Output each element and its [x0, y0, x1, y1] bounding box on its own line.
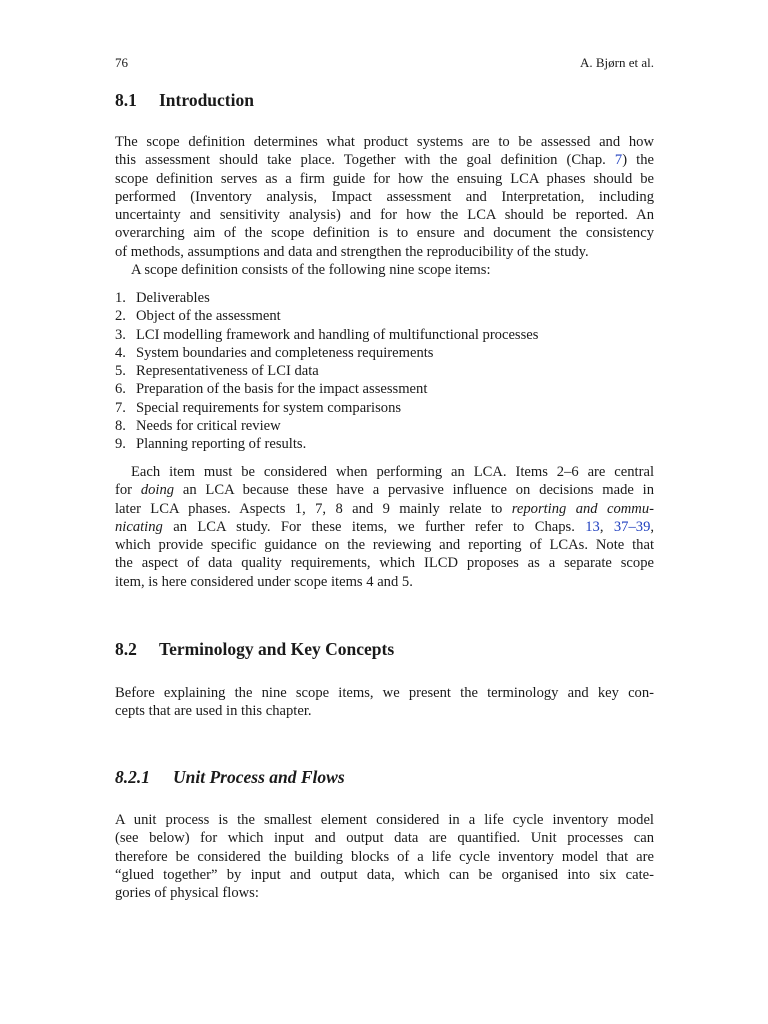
- text-line: of methods, assumptions and data and strengthen the reproducibility of the study.: [115, 243, 589, 260]
- items-discussion-paragraph: [115, 463, 654, 591]
- list-item: 3. LCI modelling framework and handling of multifunctional processes: [115, 326, 539, 343]
- list-item: 7. Special requirements for system comparisons: [115, 399, 402, 416]
- section-number: 8.1: [115, 90, 137, 110]
- list-item: 5. Representativeness of LCI data: [115, 363, 319, 380]
- text-line: The scope definition determines what product systems are to be assessed and how: [115, 134, 654, 150]
- intro-paragraph: [115, 133, 654, 279]
- chapter-link-13[interactable]: 13: [585, 518, 600, 535]
- chapter-link-39[interactable]: 39: [635, 518, 651, 535]
- text-line: Each item must be considered when performing an LCA. Items 2–6 are central: [131, 464, 654, 480]
- terminology-paragraph: [115, 684, 654, 721]
- text-line: nicating an LCA study. For these items, we further refer to Chaps. 13, 37–39,: [115, 518, 655, 535]
- chapter-link-7[interactable]: 7: [614, 152, 623, 169]
- text-line: A scope definition consists of the following nine scope items:: [131, 262, 491, 279]
- list-item: 9. Planning reporting of results.: [115, 436, 307, 453]
- page-number: 76: [115, 55, 128, 70]
- text-line: which provide specific guidance on the reviewing and reporting of LCAs. Note that: [115, 537, 654, 554]
- running-head-authors: A. Bjørn et al.: [579, 55, 654, 70]
- section-heading-8-1: [115, 89, 254, 111]
- scope-items-list: [115, 289, 538, 454]
- list-item: 6. Preparation of the basis for the impact assessment: [115, 381, 428, 398]
- list-item: 1. Deliverables: [115, 290, 210, 306]
- list-item: 2. Object of the assessment: [115, 308, 281, 325]
- list-item: 4. System boundaries and completeness requirements: [115, 344, 434, 361]
- text-line: therefore be considered the building blocks of a life cycle inventory model that are: [115, 848, 654, 865]
- text-line: scope definition serves as a firm guide for how the ensuing LCA phases should be: [115, 170, 654, 187]
- text-line: “glued together” by input and output data, which can be organised into six cate-: [115, 866, 654, 883]
- text-line: cepts that are used in this chapter.: [115, 703, 312, 720]
- text-line: A unit process is the smallest element considered in a life cycle inventory model: [115, 812, 654, 828]
- unit-process-paragraph: [115, 811, 654, 902]
- section-heading-8-2: [115, 638, 394, 660]
- text-line: the aspect of data quality requirements, which ILCD proposes as a separate scope: [115, 555, 654, 572]
- text-line: overarching aim of the scope definition is to ensure and document the consistency: [115, 225, 654, 242]
- text-line: later LCA phases. Aspects 1, 7, 8 and 9 mainly relate to reporting and commu-: [115, 500, 654, 517]
- chapter-link-37[interactable]: 37: [613, 518, 629, 535]
- section-number: 8.2: [115, 639, 137, 659]
- text-line: (see below) for which input and output data are quantified. Unit processes can: [115, 830, 654, 847]
- subsection-heading-8-2-1: [115, 766, 345, 788]
- subsection-number: 8.2.1: [115, 767, 150, 787]
- text-line: uncertainty and sensitivity analysis) and for how the LCA should be reported. An: [115, 207, 654, 224]
- section-title: Terminology and Key Concepts: [159, 639, 395, 659]
- text-line: performed (Inventory analysis, Impact assessment and Interpretation, including: [115, 188, 654, 205]
- text-line: for doing an LCA because these have a pervasive influence on decisions made in: [115, 482, 654, 499]
- list-item: 8. Needs for critical review: [115, 418, 281, 435]
- section-title: Introduction: [159, 90, 254, 110]
- text-line: gories of physical flows:: [115, 885, 259, 902]
- text-line: Before explaining the nine scope items, we present the terminology and key con-: [115, 685, 654, 701]
- text-line: this assessment should take place. Together with the goal definition (Chap. 7) the: [115, 152, 654, 169]
- subsection-title: Unit Process and Flows: [173, 767, 345, 787]
- text-line: item, is here considered under scope items 4 and 5.: [115, 573, 413, 590]
